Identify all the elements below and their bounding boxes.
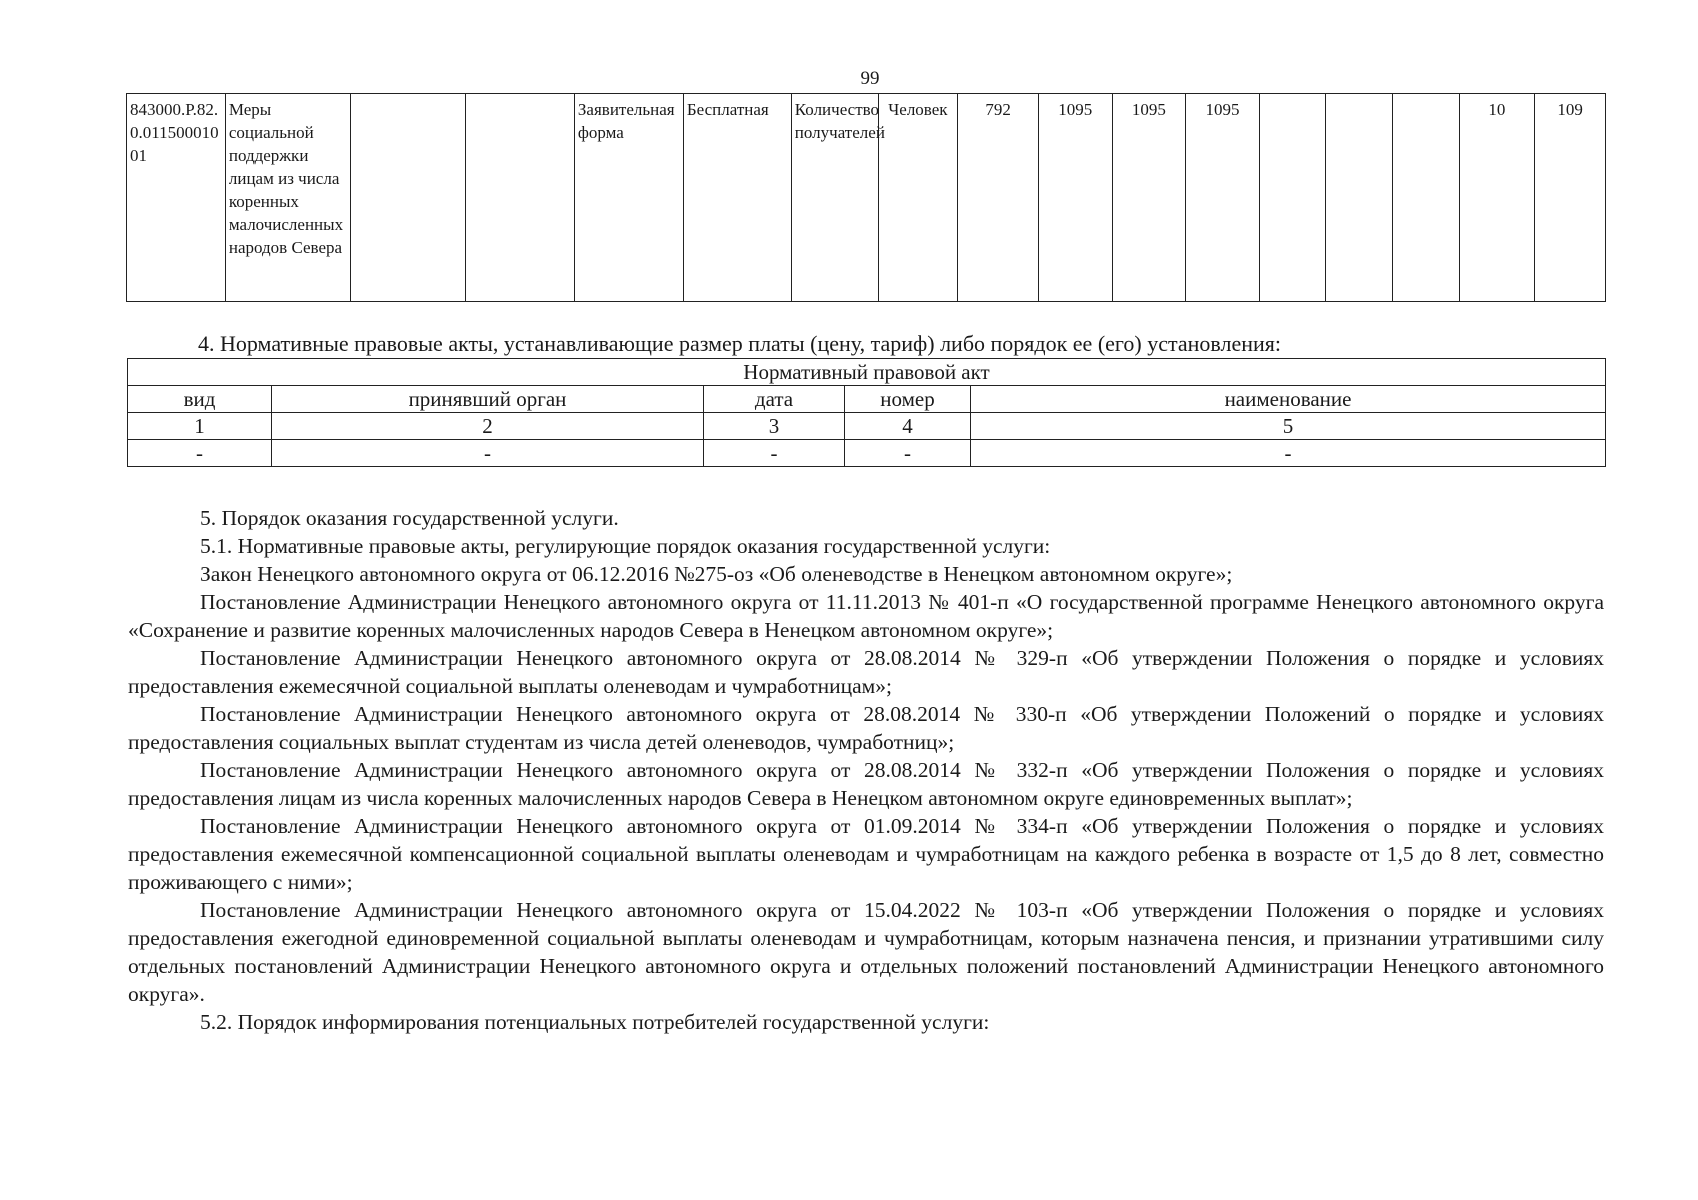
table-row xyxy=(127,94,1606,302)
empty-cell xyxy=(350,94,465,302)
payment-cell: Бесплатная xyxy=(683,94,791,302)
number-cell: 1 xyxy=(128,413,272,440)
legal-acts-table xyxy=(127,358,1606,467)
section-5-1-title: 5.1. Нормативные правовые акты, регулирующие порядок оказания государственной услуги: xyxy=(200,534,1051,558)
empty-cell xyxy=(1259,94,1326,302)
legal-act-paragraph: Постановление Администрации Ненецкого автономного округа от 28.08.2014 № 329-п «Об утверждении Положения о порядке и условиях предоставления ежемесячной социальной выплаты оленеводам и чумработницам»; xyxy=(128,646,1604,698)
empty-cell xyxy=(465,94,574,302)
header-cell: наименование xyxy=(971,386,1606,413)
page-number: 99 xyxy=(860,68,880,89)
section-5-title: 5. Порядок оказания государственной услуги. xyxy=(200,506,619,530)
year1-cell: 1095 xyxy=(1038,94,1112,302)
service-name-cell: Меры социальной поддержки лицам из числа коренных малочисленных народов Севера xyxy=(225,94,350,302)
section-5-body xyxy=(128,504,1604,1036)
number-cell: 5 xyxy=(971,413,1606,440)
legal-act-paragraph: Закон Ненецкого автономного округа от 06.12.2016 №275-оз «Об оленеводстве в Ненецком автономном округе»; xyxy=(200,562,1233,586)
legal-act-paragraph: Постановление Администрации Ненецкого автономного округа от 28.08.2014 № 330-п «Об утверждении Положений о порядке и условиях предоставления социальных выплат студентам из числа детей оленеводов, чумработниц»; xyxy=(128,702,1604,754)
legal-act-paragraph: Постановление Администрации Ненецкого автономного округа от 01.09.2014 № 334-п «Об утверждении Положения о порядке и условиях предоставления ежемесячной компенсационной социальной выплаты оленеводам и чумработницам на каждого ребенка в возрасте от 1,5 до 8 лет, совместно проживающего с ними»; xyxy=(128,814,1604,894)
service-volume-table xyxy=(126,93,1606,302)
group-header: Нормативный правовой акт xyxy=(128,359,1606,386)
form-cell: Заявительная форма xyxy=(574,94,683,302)
section-4-title: 4. Нормативные правовые акты, устанавливающие размер платы (цену, тариф) либо порядок ее (его) установления: xyxy=(198,331,1282,356)
year2-cell: 1095 xyxy=(1112,94,1186,302)
legal-act-paragraph: Постановление Администрации Ненецкого автономного округа от 15.04.2022 № 103-п «Об утверждении Положения о порядке и условиях предоставления ежегодной единовременной социальной выплаты оленеводам и чумработницам, которым назначена пенсия, и признании утратившими силу отдельных постановлений Администрации Ненецкого автономного округа и отдельных положений постановлений Администрации Ненецкого автономного округа». xyxy=(128,898,1604,1006)
value-cell: - xyxy=(704,440,845,467)
indicator-cell: Количество получателей xyxy=(791,94,878,302)
number-cell: 4 xyxy=(845,413,971,440)
number-cell: 3 xyxy=(704,413,845,440)
table-row xyxy=(128,386,1606,413)
value-cell: - xyxy=(845,440,971,467)
table-row xyxy=(128,413,1606,440)
registry-code-cell: 843000.Р.82.0.01150001001 xyxy=(127,94,226,302)
value-cell: - xyxy=(272,440,704,467)
year3-cell: 1095 xyxy=(1186,94,1260,302)
header-cell: номер xyxy=(845,386,971,413)
legal-act-paragraph: Постановление Администрации Ненецкого автономного округа от 28.08.2014 № 332-п «Об утверждении Положения о порядке и условиях предоставления лицам из числа коренных малочисленных народов Севера в Ненецком автономном округе единовременных выплат»; xyxy=(128,758,1604,810)
value-cell: - xyxy=(971,440,1606,467)
header-cell: вид xyxy=(128,386,272,413)
legal-act-paragraph: Постановление Администрации Ненецкого автономного округа от 11.11.2013 № 401-п «О государственной программе Ненецкого автономного округа «Сохранение и развитие коренных малочисленных народов Севера в Ненецком автономном округе»; xyxy=(128,590,1604,642)
empty-cell xyxy=(1326,94,1393,302)
okei-cell: 792 xyxy=(958,94,1039,302)
section-5-2-title: 5.2. Порядок информирования потенциальных потребителей государственной услуги: xyxy=(200,1010,990,1034)
table-row xyxy=(128,359,1606,386)
deviation-abs-cell: 109 xyxy=(1535,94,1606,302)
value-cell: - xyxy=(128,440,272,467)
number-cell: 2 xyxy=(272,413,704,440)
header-cell: принявший орган xyxy=(272,386,704,413)
empty-cell xyxy=(1393,94,1460,302)
deviation-percent-cell: 10 xyxy=(1459,94,1535,302)
table-row xyxy=(128,440,1606,467)
unit-cell: Человек xyxy=(878,94,958,302)
header-cell: дата xyxy=(704,386,845,413)
